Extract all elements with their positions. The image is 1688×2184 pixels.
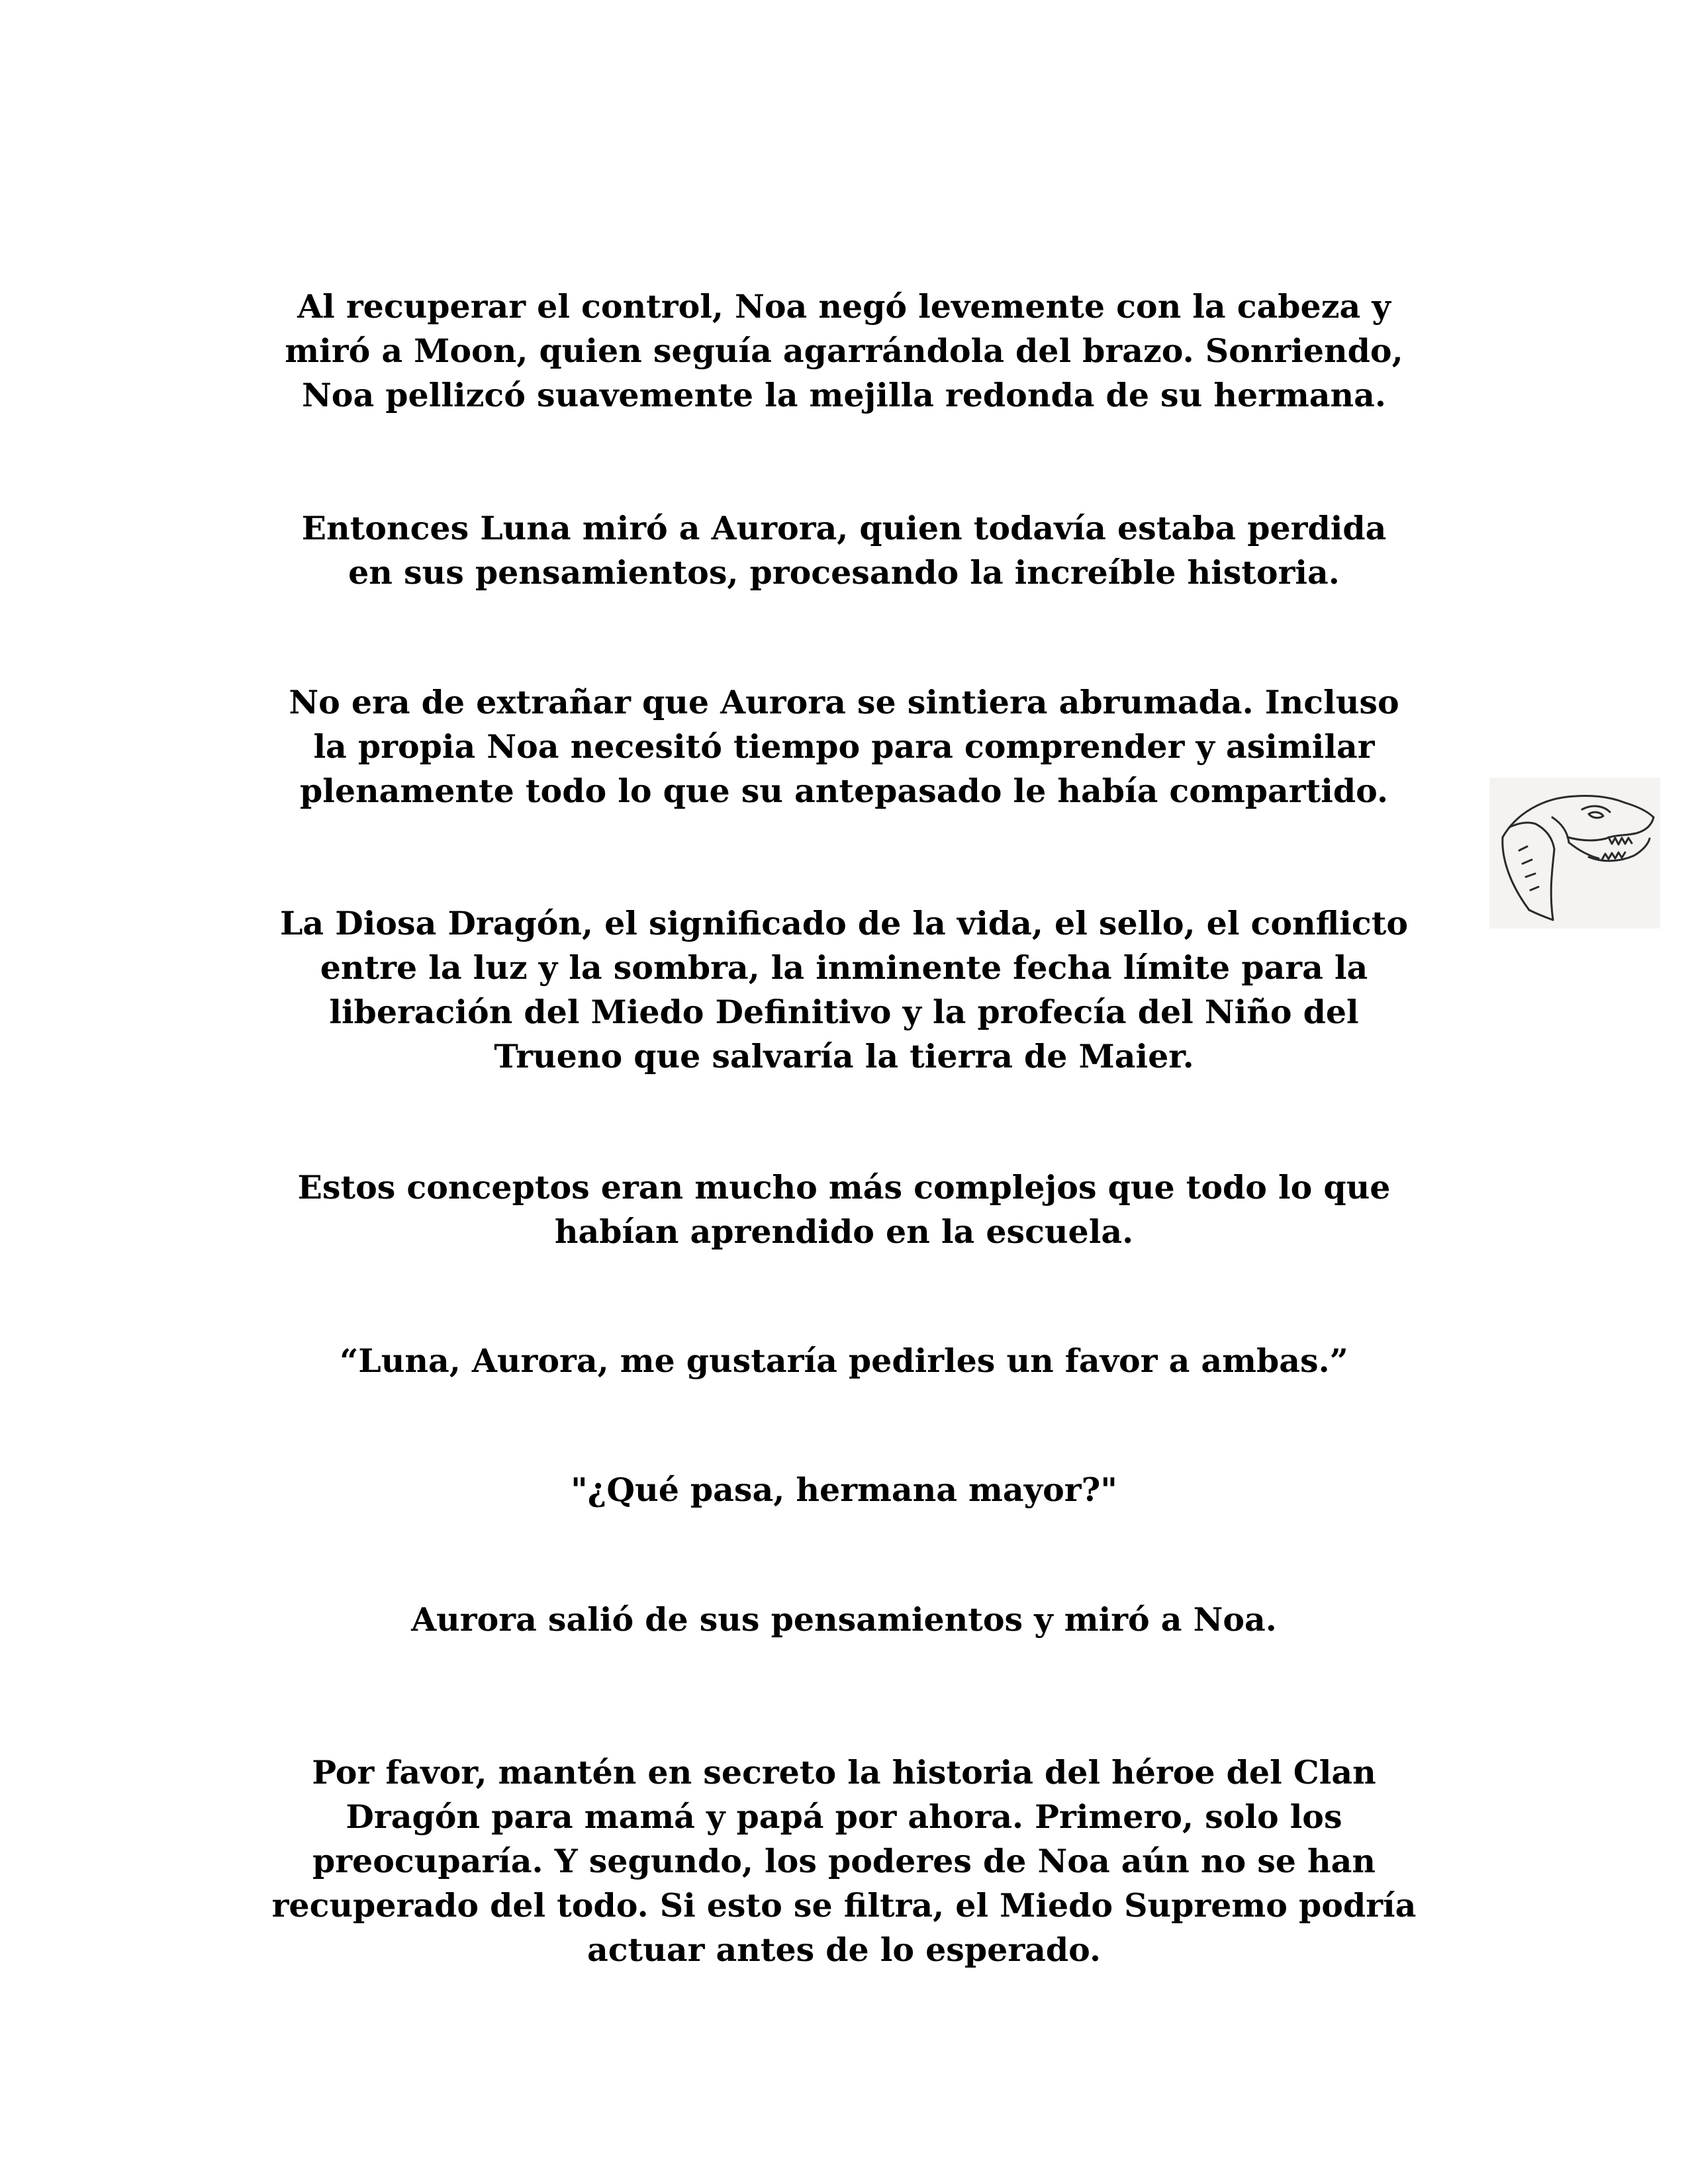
- paragraph-9: Por favor, mantén en secreto la historia del héroe del Clan Dragón para mamá y papá por ahora. Primero, solo los preocuparía. Y segundo, los poderes de Noa aún no se han recuperado del todo. Si esto se filtra, el Miedo Supremo podría actuar antes de lo esperado.: [271, 1753, 1417, 1969]
- paragraph-1: Al recuperar el control, Noa negó levemente con la cabeza y miró a Moon, quien seguía agarrándola del brazo. Sonriendo, Noa pellizcó suavemente la mejilla redonda de su hermana.: [285, 287, 1403, 414]
- paragraph-4: La Diosa Dragón, el significado de la vida, el sello, el conflicto entre la luz y la sombra, la inminente fecha límite para la liberación del Miedo Definitivo y la profecía del Niño del Trueno que salvaría la tierra de Maier.: [279, 904, 1409, 1075]
- paragraph-7: "¿Qué pasa, hermana mayor?": [571, 1471, 1117, 1509]
- paragraph-8: Aurora salió de sus pensamientos y miró a Noa.: [411, 1600, 1277, 1639]
- paragraph-2: Entonces Luna miró a Aurora, quien todavía estaba perdida en sus pensamientos, procesando la increíble historia.: [301, 509, 1387, 592]
- paragraph-5: Estos conceptos eran mucho más complejos que todo lo que habían aprendido en la escuela.: [297, 1168, 1391, 1251]
- dinosaur-head-icon: [1489, 778, 1660, 929]
- paragraph-6: “Luna, Aurora, me gustaría pedirles un favor a ambas.”: [340, 1342, 1348, 1380]
- paragraph-3: No era de extrañar que Aurora se sintiera abrumada. Incluso la propia Noa necesitó tiempo para comprender y asimilar plenamente todo lo que su antepasado le había compartido.: [289, 683, 1399, 810]
